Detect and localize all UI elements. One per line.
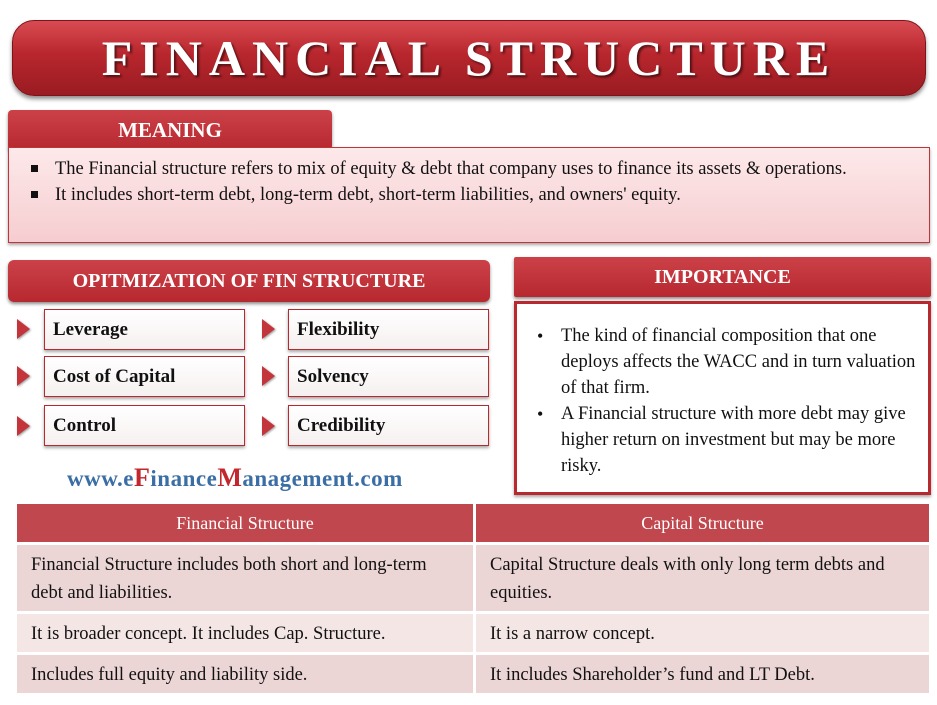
comparison-table: [14, 501, 932, 696]
table-cell: It is broader concept. It includes Cap. Structure.: [17, 614, 473, 652]
table-cell: Capital Structure deals with only long term debts and equities.: [476, 545, 929, 611]
table-cell: It is a narrow concept.: [476, 614, 929, 652]
arrow-icon: [262, 366, 275, 386]
arrow-icon: [17, 416, 30, 436]
opt-item-flexibility: Flexibility: [288, 309, 489, 350]
opt-item-leverage: Leverage: [44, 309, 245, 350]
meaning-point: The Financial structure refers to mix of equity & debt that company uses to finance its assets & operations.: [27, 156, 917, 182]
table-cell: Includes full equity and liability side.: [17, 655, 473, 693]
page-title: FINANCIAL STRUCTURE: [101, 30, 837, 86]
meaning-heading: MEANING: [8, 110, 332, 150]
table-header: Capital Structure: [476, 504, 929, 542]
importance-point: • A Financial structure with more debt may give higher return on investment but may be more risky.: [531, 401, 916, 479]
table-cell: It includes Shareholder’s fund and LT Debt.: [476, 655, 929, 693]
importance-heading: IMPORTANCE: [514, 257, 931, 297]
table-cell: Financial Structure includes both short and long-term debt and liabilities.: [17, 545, 473, 611]
optimization-heading: OPITMIZATION OF FIN STRUCTURE: [8, 260, 490, 302]
opt-item-credibility: Credibility: [288, 405, 489, 446]
arrow-icon: [262, 416, 275, 436]
title-banner: [12, 20, 926, 96]
arrow-icon: [262, 319, 275, 339]
importance-point: • The kind of financial composition that one deploys affects the WACC and in turn valuation of that firm.: [531, 323, 916, 401]
opt-item-control: Control: [44, 405, 245, 446]
meaning-panel: [8, 147, 930, 243]
table-header: Financial Structure: [17, 504, 473, 542]
table-row: [17, 655, 929, 693]
meaning-point: It includes short-term debt, long-term debt, short-term liabilities, and owners' equity.: [27, 182, 917, 208]
arrow-icon: [17, 319, 30, 339]
table-row: [17, 545, 929, 611]
importance-panel: [514, 301, 931, 495]
arrow-icon: [17, 366, 30, 386]
website-watermark: www.eFinanceManagement.com: [67, 463, 403, 492]
table-row: [17, 614, 929, 652]
opt-item-cost-of-capital: Cost of Capital: [44, 356, 245, 397]
opt-item-solvency: Solvency: [288, 356, 489, 397]
